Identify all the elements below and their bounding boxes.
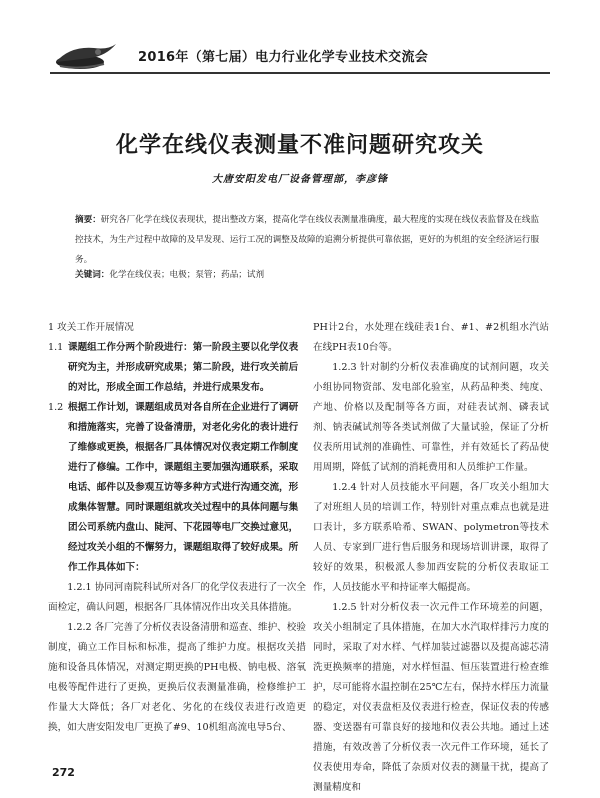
item-number: 1.1: [48, 342, 64, 353]
abstract-label: 摘要：: [75, 215, 101, 225]
abstract: [75, 210, 545, 270]
paragraph: 1.2.2 各厂完善了分析仪表设备清册和巡查、维护、校验制度，确立工作目标和标准，提高了维护力度。根据攻关措施和设备具体情况，对测定期更换的PH电极、钠电极、溶氧电极等配件进行了更换，更换后仪表测量准确，检修维护工作量大大降低；各厂对老化、劣化的在线仪表进行改造更换，如大唐安阳发电厂更换了#9、10机组高流电导5台、: [48, 622, 306, 733]
list-item: [48, 398, 306, 578]
paragraph: 1.2.5 针对分析仪表一次元件工作环境差的问题，攻关小组制定了具体措施，在加大水汽取样排污力度的同时，采取了对水样、气样加装过滤器以及提高滤芯清洗更换频率的措施，对水样恒温、恒压装置进行检查维护，尽可能将水温控制在25℃左右，保持水样压力流量的稳定，对仪表盘柜及仪表进行检查，保证仪表的传感器、变送器有可靠良好的接地和仪表公共地。通过上述措施，有效改善了分析仪表一次元件工作环境，延长了仪表使用寿命，降低了杂质对仪表的测量干扰，提高了测量精度和: [313, 602, 549, 793]
header-divider: [50, 72, 550, 74]
left-column: [48, 318, 306, 738]
list-item: [48, 338, 306, 398]
conference-logo: [50, 40, 120, 74]
conference-title: 2016年（第七届）电力行业化学专业技术交流会: [138, 50, 429, 65]
paragraph: 1.2.4 针对人员技能水平问题，各厂攻关小组加大了对班组人员的培训工作，特别针对重点难点也就是进口表计，多方联系哈希、SWAN、polymetron等技术人员、专家到厂进行售后服务和现场培训讲课，取得了较好的效果，积极派人参加西安院的分析仪表取证工作，人员技能水平和持证率大幅提高。: [313, 482, 549, 593]
abstract-text: 研究各厂化学在线仪表现状，提出整改方案，提高化学在线仪表测量准确度，最大程度的实现在线仪表监督及在线监控技术，为生产过程中故障的及早发现、运行工况的调整及故障的追溯分析提供可靠依据，更好的为机组的安全经济运行服务。: [75, 215, 540, 265]
page-header: [0, 0, 600, 76]
keywords: [75, 268, 545, 280]
keywords-label: 关键词：: [75, 270, 110, 280]
item-text: 根据工作计划，课题组成员对各自所在企业进行了调研和措施落实，完善了设备清册，对老化劣化的表计进行了维修或更换，根据各厂具体情况对仪表定期工作制度进行了修编。工作中，课题组主要加强沟通联系，采取电话、邮件以及参观互访等多种方式进行沟通交流，形成集体智慧。同时课题组就攻关过程中的具体问题与集团公司系统内盘山、陡河、下花园等电厂交换过意见，经过攻关小组的不懈努力，课题组取得了较好成果。所作工作具体如下：: [68, 402, 299, 573]
paragraph: 1.2.3 针对制约分析仪表准确度的试剂问题，攻关小组协同物资部、发电部化验室，从药品种类、纯度、产地、价格以及配制等各方面，对硅表试剂、磷表试剂、钠表碱试剂等各类试剂做了大量试验，保证了分析仪表所用试剂的准确性、可靠性，并有效延长了药品使用周期，降低了试剂的消耗费用和人员维护工作量。: [313, 362, 549, 473]
paragraph: 1.2.1 协同河南院科试所对各厂的化学仪表进行了一次全面检定，确认问题，根据各厂具体情况作出攻关具体措施。: [48, 582, 306, 613]
paragraph: PH计2台，水处理在线硅表1台、#1、#2机组水汽站在线PH表10台等。: [313, 322, 549, 353]
item-text: 课题组工作分两个阶段进行：第一阶段主要以化学仪表研究为主，并形成研究成果；第二阶段，进行攻关前后的对比，形成全面工作总结，并进行成果发布。: [68, 342, 299, 393]
right-column: [313, 318, 549, 798]
item-number: 1.2: [48, 402, 64, 413]
article-title: 化学在线仪表测量不准问题研究攻关: [115, 133, 484, 158]
page-number: 272: [52, 766, 75, 779]
section-heading: 1 攻关工作开展情况: [48, 322, 134, 333]
keywords-text: 化学在线仪表；电极；泵管；药品；试剂: [109, 270, 265, 280]
article-author: 大唐安阳发电厂设备管理部，李彦锋: [212, 174, 388, 185]
